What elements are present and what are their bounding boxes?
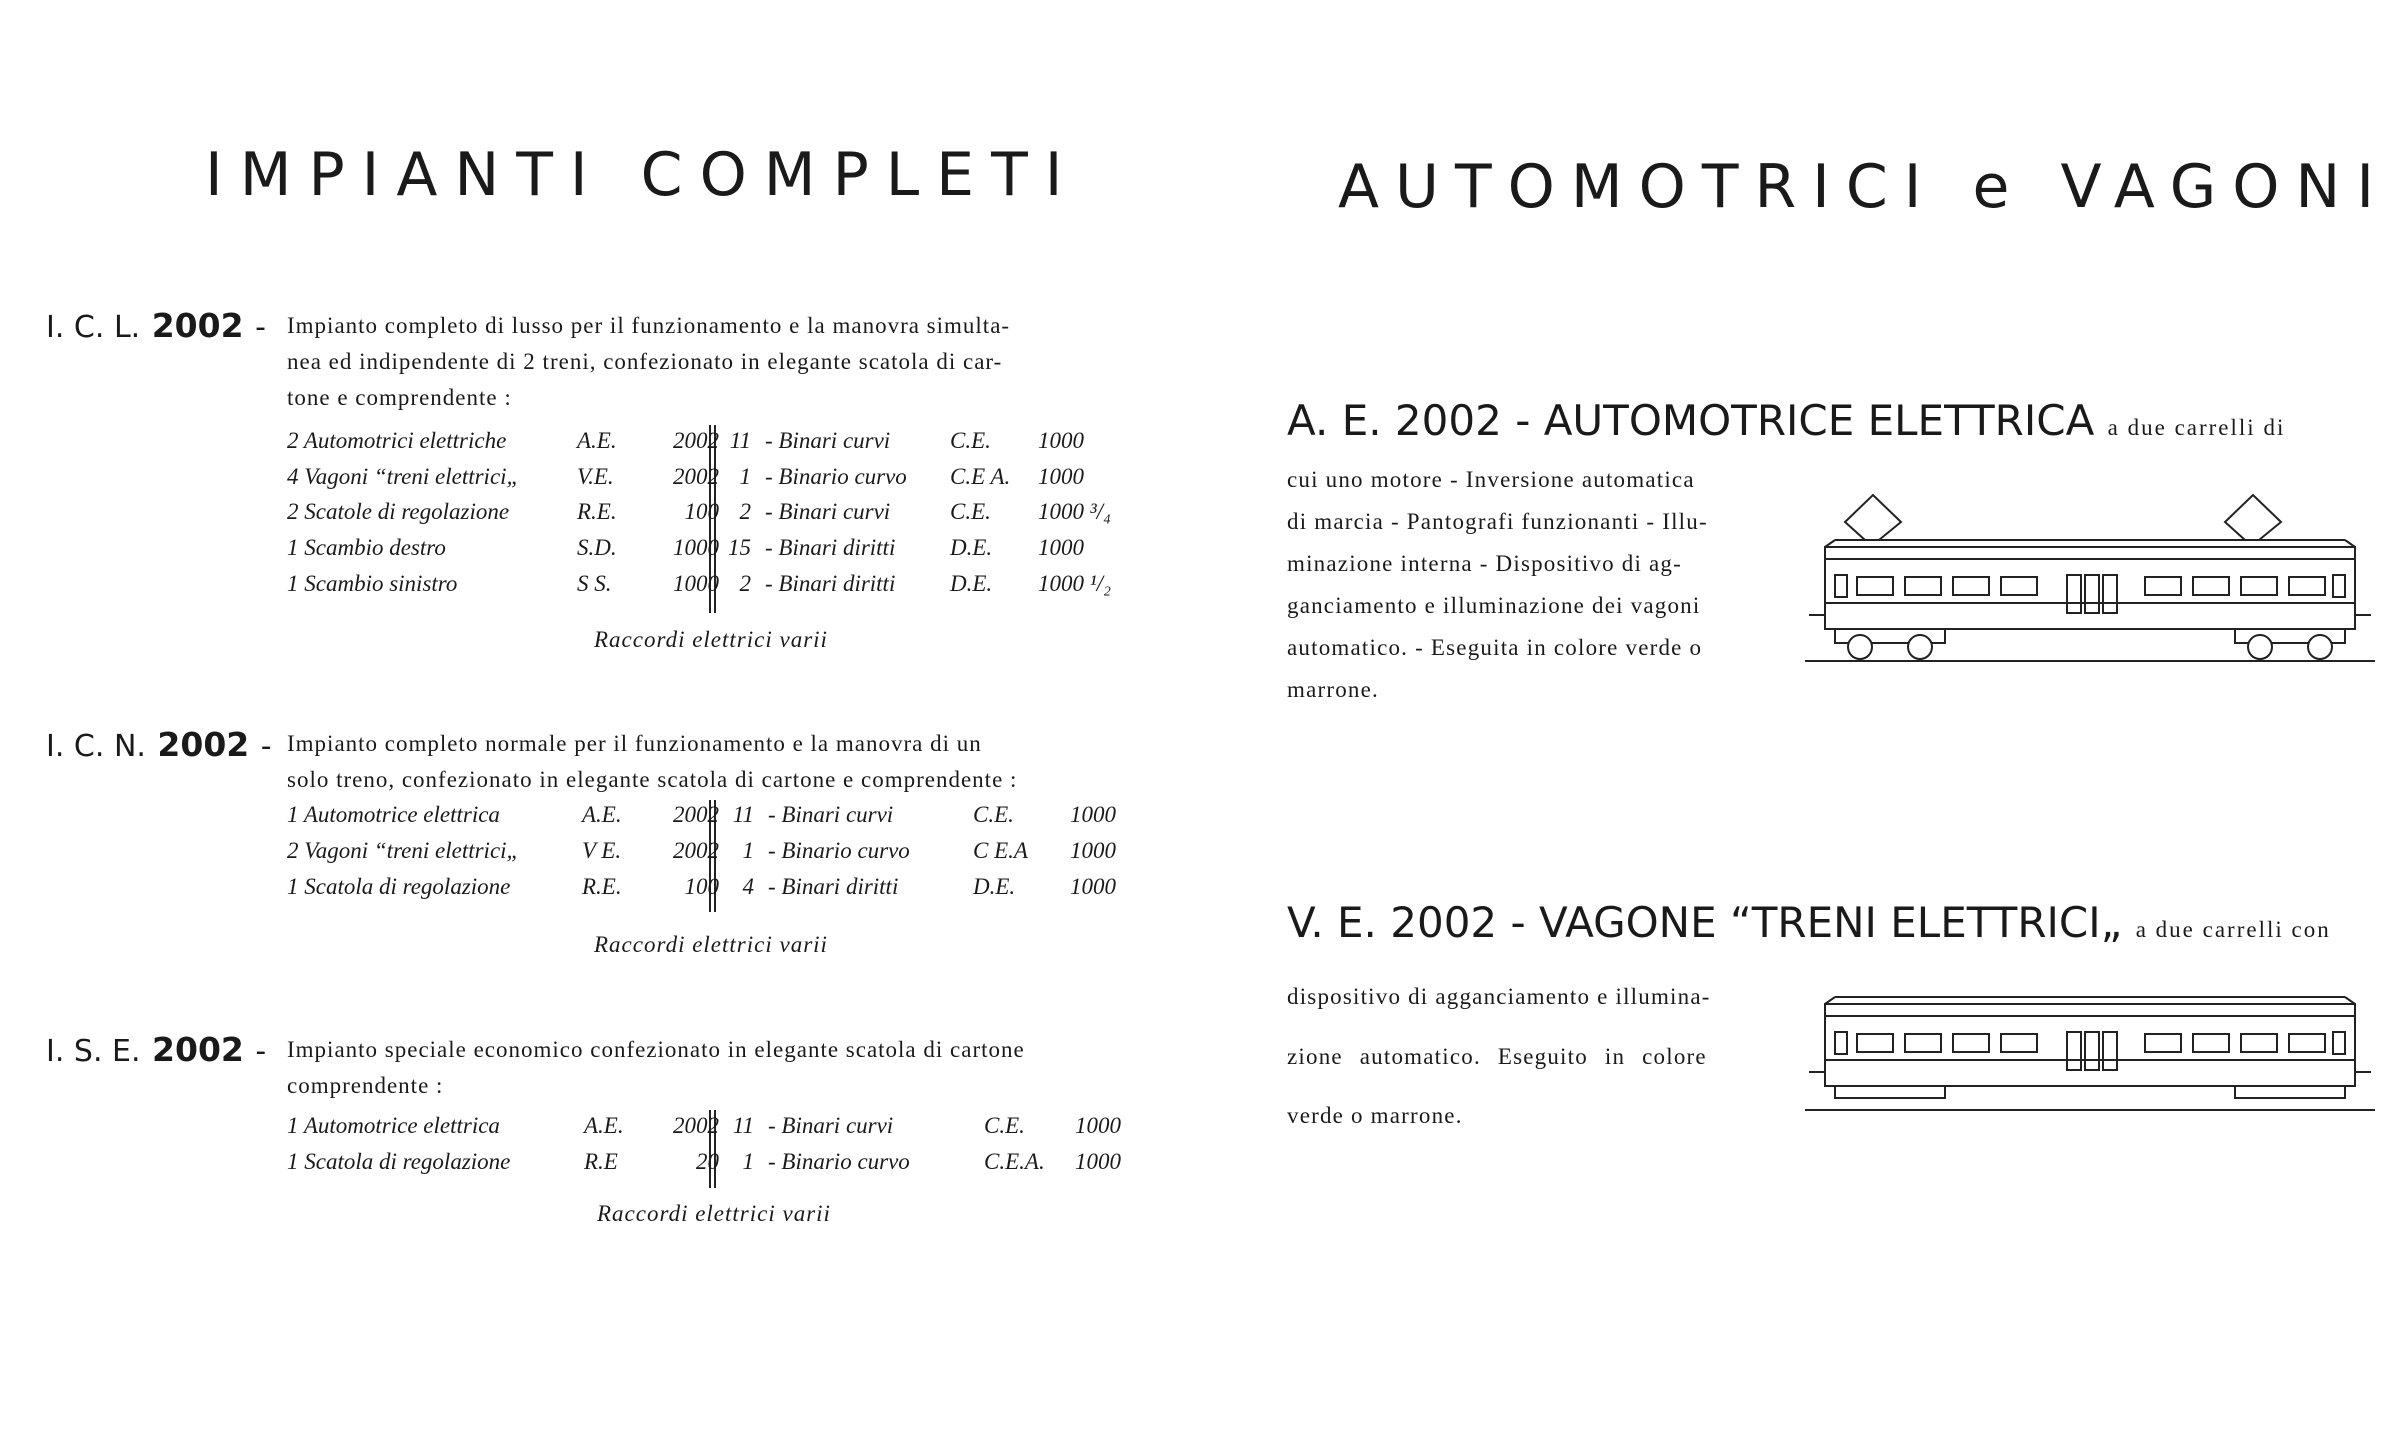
track-name: - Binari diritti bbox=[768, 874, 899, 899]
component-number: 2002 bbox=[673, 428, 719, 453]
set-code-number: 2002 bbox=[157, 725, 250, 764]
track-name: - Binari diritti bbox=[765, 571, 896, 596]
track-qty: 1 bbox=[742, 838, 754, 863]
set-code-dash: - bbox=[260, 729, 272, 764]
track-code: D.E. bbox=[973, 874, 1016, 899]
product-code: A. E. 2002 bbox=[1287, 396, 1502, 445]
desc-line: nea ed indipendente di 2 treni, confezionato in elegante scatola di car- bbox=[287, 349, 1003, 374]
desc-line: Impianto completo normale per il funzionamento e la manovra di un bbox=[287, 731, 982, 756]
product-heading bbox=[1287, 396, 2285, 445]
track-number: 1000 ³/₄ bbox=[1038, 499, 1112, 524]
component-code: S.D. bbox=[577, 535, 617, 560]
track-name: - Binari curvi bbox=[765, 428, 891, 453]
set-code-letters: I. C. L. bbox=[46, 310, 141, 345]
desc-line: Impianto speciale economico confezionato in elegante scatola di cartone bbox=[287, 1037, 1025, 1062]
product-heading bbox=[1287, 898, 2331, 947]
track-code: C.E. bbox=[950, 428, 991, 453]
track-number: 1000 bbox=[1038, 464, 1084, 489]
component-code: V E. bbox=[582, 838, 622, 863]
desc-line: comprendente : bbox=[287, 1073, 444, 1098]
product-desc-line: cui uno motore - Inversione automatica bbox=[1287, 467, 1695, 492]
set-code-number: 2002 bbox=[152, 1030, 244, 1069]
product-desc-line: di marcia - Pantografi funzionanti - Illu- bbox=[1287, 509, 1708, 534]
set-code-dash: - bbox=[255, 1034, 267, 1069]
component-name: 1 Scatola di regolazione bbox=[287, 1149, 511, 1174]
product-desc-line: minazione interna - Dispositivo di ag- bbox=[1287, 551, 1682, 576]
track-code: C.E.A. bbox=[984, 1149, 1045, 1174]
track-number: 1000 bbox=[1070, 874, 1116, 899]
track-code: C.E A. bbox=[950, 464, 1011, 489]
set-code bbox=[46, 1030, 266, 1069]
component-code: R.E. bbox=[582, 874, 622, 899]
electric-railcar-drawing bbox=[1805, 485, 2375, 665]
track-code: C.E. bbox=[973, 802, 1014, 827]
component-name: 1 Scatola di regolazione bbox=[287, 874, 511, 899]
track-qty: 4 bbox=[742, 874, 754, 899]
component-number: 2002 bbox=[673, 1113, 719, 1138]
set-footer: Raccordi elettrici varii bbox=[594, 932, 828, 957]
component-name: 1 Scambio destro bbox=[287, 535, 446, 560]
desc-line: solo treno, confezionato in elegante scatola di cartone e comprendente : bbox=[287, 767, 1018, 792]
product-desc-line: verde o marrone. bbox=[1287, 1103, 1463, 1128]
track-name: - Binari curvi bbox=[765, 499, 891, 524]
roof bbox=[1825, 1004, 2355, 1016]
product-desc-line: dispositivo di agganciamento e illumina- bbox=[1287, 984, 1711, 1009]
product-desc-line: marrone. bbox=[1287, 677, 1379, 702]
component-name: 1 Automotrice elettrica bbox=[287, 802, 500, 827]
product-heading-tail: a due carrelli con bbox=[2135, 917, 2331, 942]
right-page-title: AUTOMOTRICI e VAGONI bbox=[1338, 152, 2391, 222]
set-footer: Raccordi elettrici varii bbox=[597, 1201, 831, 1226]
component-code: A.E. bbox=[582, 802, 622, 827]
pantograph-left bbox=[1845, 495, 1901, 540]
track-name: - Binario curvo bbox=[765, 464, 907, 489]
track-qty: 2 bbox=[739, 499, 751, 524]
component-code: S S. bbox=[577, 571, 612, 596]
component-code: V.E. bbox=[577, 464, 614, 489]
bogie-left bbox=[1835, 1086, 1945, 1098]
product-dash: - bbox=[1510, 898, 1526, 947]
track-code: D.E. bbox=[950, 535, 993, 560]
set-description bbox=[287, 726, 1127, 798]
set-code-letters: I. C. N. bbox=[46, 729, 146, 764]
track-number: 1000 bbox=[1075, 1113, 1121, 1138]
component-code: R.E. bbox=[577, 499, 617, 524]
track-name: - Binario curvo bbox=[768, 1149, 910, 1174]
roof bbox=[1825, 547, 2355, 559]
component-name: 2 Automotrici elettriche bbox=[287, 428, 507, 453]
component-number: 2002 bbox=[673, 464, 719, 489]
component-name: 2 Vagoni “treni elettrici„ bbox=[287, 838, 520, 863]
component-code: A.E. bbox=[584, 1113, 624, 1138]
set-description bbox=[287, 1032, 1127, 1104]
track-qty: 11 bbox=[732, 802, 754, 827]
component-number: 1000 bbox=[673, 571, 719, 596]
component-name: 1 Automotrice elettrica bbox=[287, 1113, 500, 1138]
set-code-letters: I. S. E. bbox=[46, 1034, 141, 1069]
track-code: C.E. bbox=[984, 1113, 1025, 1138]
component-number: 2002 bbox=[673, 802, 719, 827]
track-name: - Binari diritti bbox=[765, 535, 896, 560]
product-desc-line: ganciamento e illuminazione dei vagoni bbox=[1287, 593, 1701, 618]
product-heading-tail: a due carrelli di bbox=[2107, 415, 2286, 440]
track-number: 1000 bbox=[1070, 802, 1116, 827]
track-number: 1000 bbox=[1070, 838, 1116, 863]
component-number: 1000 bbox=[673, 535, 719, 560]
component-name: 2 Scatole di regolazione bbox=[287, 499, 510, 524]
product-name: VAGONE “TRENI ELETTRICI„ bbox=[1539, 898, 2123, 947]
track-name: - Binari curvi bbox=[768, 802, 894, 827]
product-desc-line: automatico. - Eseguita in colore verde o bbox=[1287, 635, 1703, 660]
track-qty: 1 bbox=[742, 1149, 754, 1174]
component-number: 100 bbox=[684, 499, 719, 524]
set-description bbox=[287, 308, 1127, 416]
component-number: 20 bbox=[696, 1149, 719, 1174]
component-code: A.E. bbox=[577, 428, 617, 453]
pantograph-right bbox=[2225, 495, 2281, 540]
set-code-dash: - bbox=[255, 310, 266, 345]
left-page-title: IMPIANTI COMPLETI bbox=[205, 140, 1080, 210]
track-number: 1000 bbox=[1075, 1149, 1121, 1174]
track-qty: 1 bbox=[739, 464, 751, 489]
track-code: D.E. bbox=[950, 571, 993, 596]
product-name: AUTOMOTRICE ELETTRICA bbox=[1543, 396, 2095, 445]
track-name: - Binario curvo bbox=[768, 838, 910, 863]
product-dash: - bbox=[1515, 396, 1531, 445]
set-code bbox=[46, 306, 266, 345]
track-code: C E.A bbox=[973, 838, 1028, 863]
set-code bbox=[46, 725, 272, 764]
component-name: 4 Vagoni “treni elettrici„ bbox=[287, 464, 520, 489]
passenger-wagon-drawing bbox=[1805, 982, 2375, 1122]
track-number: 1000 bbox=[1038, 428, 1084, 453]
track-name: - Binari curvi bbox=[768, 1113, 894, 1138]
track-number: 1000 ¹/₂ bbox=[1038, 571, 1112, 596]
product-desc-line: zione automatico. Eseguito in colore bbox=[1287, 1044, 1707, 1069]
component-number: 100 bbox=[684, 874, 719, 899]
component-number: 2002 bbox=[673, 838, 719, 863]
component-name: 1 Scambio sinistro bbox=[287, 571, 458, 596]
desc-line: Impianto completo di lusso per il funzionamento e la manovra simulta- bbox=[287, 313, 1011, 338]
track-code: C.E. bbox=[950, 499, 991, 524]
component-code: R.E bbox=[584, 1149, 618, 1174]
bogie-right bbox=[2235, 1086, 2345, 1098]
track-number: 1000 bbox=[1038, 535, 1084, 560]
product-code: V. E. 2002 bbox=[1287, 898, 1498, 947]
track-qty: 11 bbox=[732, 1113, 754, 1138]
desc-line: tone e comprendente : bbox=[287, 385, 512, 410]
set-code-number: 2002 bbox=[151, 306, 244, 345]
track-qty: 2 bbox=[739, 571, 751, 596]
track-qty: 15 bbox=[728, 535, 751, 560]
set-footer: Raccordi elettrici varii bbox=[594, 627, 828, 652]
track-qty: 11 bbox=[729, 428, 751, 453]
